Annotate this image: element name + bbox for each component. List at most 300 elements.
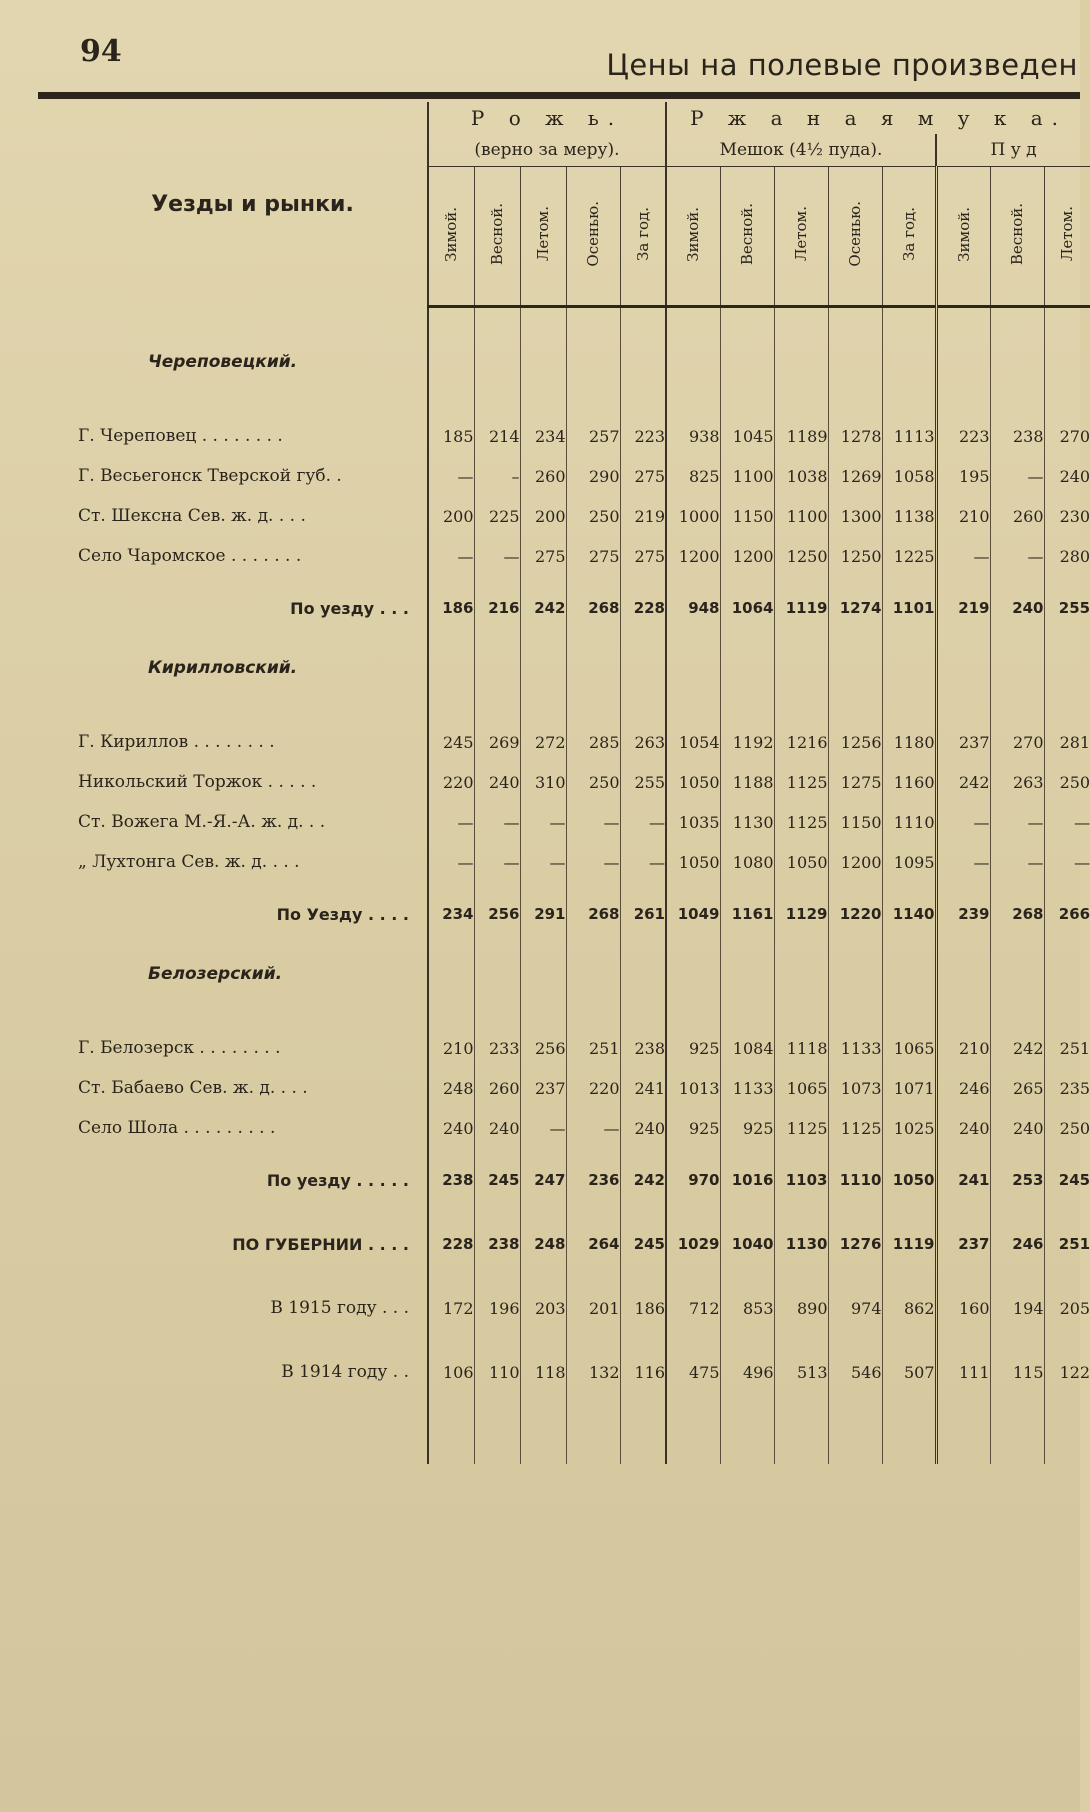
value-cell (882, 946, 936, 1002)
value-cell: 1040 (720, 1212, 774, 1276)
value-cell: 255 (1044, 576, 1090, 640)
value-cell (520, 640, 566, 696)
row-label: По уезду . . . . . (78, 1148, 428, 1212)
value-cell: 248 (428, 1068, 474, 1108)
year-comparison-row (78, 1340, 1090, 1404)
value-cell (428, 946, 474, 1002)
value-cell: — (936, 842, 990, 882)
value-cell: 1073 (828, 1068, 882, 1108)
value-cell (990, 1404, 1044, 1464)
rye-unit-header: (верно за меру). (428, 134, 666, 167)
value-cell: 1118 (774, 1028, 828, 1068)
value-cell: 186 (428, 576, 474, 640)
value-cell: 1080 (720, 842, 774, 882)
section-title-row (78, 334, 1090, 390)
value-cell: 1276 (828, 1212, 882, 1276)
district-total-row (78, 882, 1090, 946)
value-cell: 275 (620, 456, 666, 496)
value-cell: 268 (566, 576, 620, 640)
value-cell: — (990, 536, 1044, 576)
value-cell: 1050 (666, 762, 720, 802)
row-label: Г. Весьегонск Тверской губ. . (78, 456, 428, 496)
value-cell: 1071 (882, 1068, 936, 1108)
value-cell (828, 640, 882, 696)
value-cell (1044, 1404, 1090, 1464)
row-label: Село Шола . . . . . . . . . (78, 1108, 428, 1148)
table-row (78, 536, 1090, 576)
value-cell: 228 (620, 576, 666, 640)
value-cell: 263 (620, 722, 666, 762)
value-cell: 238 (990, 416, 1044, 456)
value-cell (990, 696, 1044, 722)
running-head: Цены на полевые произведен (606, 48, 1078, 82)
column-header: За год. (620, 167, 666, 307)
value-cell (936, 1002, 990, 1028)
value-cell: 1110 (828, 1148, 882, 1212)
spacer-row (78, 307, 1090, 335)
value-cell: 281 (1044, 722, 1090, 762)
value-cell: 275 (520, 536, 566, 576)
value-cell (566, 334, 620, 390)
value-cell: 242 (936, 762, 990, 802)
value-cell: 1278 (828, 416, 882, 456)
value-cell: 245 (620, 1212, 666, 1276)
value-cell: — (936, 536, 990, 576)
value-cell (990, 307, 1044, 335)
value-cell (828, 390, 882, 416)
value-cell (666, 946, 720, 1002)
value-cell: 270 (990, 722, 1044, 762)
value-cell: 1129 (774, 882, 828, 946)
value-cell: — (1044, 802, 1090, 842)
value-cell: — (474, 802, 520, 842)
value-cell: 1130 (720, 802, 774, 842)
value-cell (520, 946, 566, 1002)
value-cell: 185 (428, 416, 474, 456)
row-label: „ Лухтонга Сев. ж. д. . . . (78, 842, 428, 882)
value-cell (882, 334, 936, 390)
value-cell: 194 (990, 1276, 1044, 1340)
value-cell: 1013 (666, 1068, 720, 1108)
value-cell: 235 (1044, 1068, 1090, 1108)
value-cell: 1250 (774, 536, 828, 576)
value-cell: 260 (474, 1068, 520, 1108)
value-cell: 242 (620, 1148, 666, 1212)
row-label: Череповецкий. (78, 334, 428, 390)
value-cell (774, 1002, 828, 1028)
value-cell (936, 946, 990, 1002)
value-cell: 260 (990, 496, 1044, 536)
value-cell: 825 (666, 456, 720, 496)
table-row (78, 456, 1090, 496)
value-cell (774, 1404, 828, 1464)
value-cell: — (428, 536, 474, 576)
value-cell: 253 (990, 1148, 1044, 1212)
value-cell: 1220 (828, 882, 882, 946)
value-cell: 1192 (720, 722, 774, 762)
value-cell: 219 (620, 496, 666, 536)
table-end-row (78, 1404, 1090, 1464)
value-cell (936, 390, 990, 416)
value-cell (882, 307, 936, 335)
value-cell: 925 (720, 1108, 774, 1148)
value-cell (1044, 390, 1090, 416)
value-cell: 122 (1044, 1340, 1090, 1404)
value-cell: 1274 (828, 576, 882, 640)
value-cell: 938 (666, 416, 720, 456)
value-cell: 1016 (720, 1148, 774, 1212)
value-cell (666, 1002, 720, 1028)
value-cell: 1054 (666, 722, 720, 762)
value-cell: 223 (620, 416, 666, 456)
value-cell (520, 696, 566, 722)
column-header: Зимой. (936, 167, 990, 307)
row-label: Ст. Вожега М.-Я.-А. ж. д. . . (78, 802, 428, 842)
table-row (78, 416, 1090, 456)
value-cell: 1050 (666, 842, 720, 882)
value-cell: 1140 (882, 882, 936, 946)
value-cell (720, 1002, 774, 1028)
value-cell: 853 (720, 1276, 774, 1340)
row-label: ПО ГУБЕРНИИ . . . . (78, 1212, 428, 1276)
row-label: По Уезду . . . . (78, 882, 428, 946)
value-cell: 236 (566, 1148, 620, 1212)
value-cell: 265 (990, 1068, 1044, 1108)
value-cell: 240 (428, 1108, 474, 1148)
value-cell (720, 1404, 774, 1464)
value-cell: 1133 (828, 1028, 882, 1068)
value-cell: — (620, 842, 666, 882)
value-cell: 261 (620, 882, 666, 946)
value-cell: 242 (990, 1028, 1044, 1068)
value-cell (620, 334, 666, 390)
value-cell: 970 (666, 1148, 720, 1212)
value-cell: 1160 (882, 762, 936, 802)
value-cell: 1180 (882, 722, 936, 762)
value-cell (474, 307, 520, 335)
value-cell: 1161 (720, 882, 774, 946)
value-cell: 172 (428, 1276, 474, 1340)
value-cell: 216 (474, 576, 520, 640)
value-cell: 1084 (720, 1028, 774, 1068)
table-row (78, 1028, 1090, 1068)
value-cell: 1200 (720, 536, 774, 576)
value-cell: 275 (620, 536, 666, 576)
value-cell: — (990, 842, 1044, 882)
value-cell (620, 696, 666, 722)
value-cell: 1216 (774, 722, 828, 762)
row-label (78, 696, 428, 722)
value-cell: 230 (1044, 496, 1090, 536)
value-cell (720, 334, 774, 390)
value-cell: 196 (474, 1276, 520, 1340)
value-cell (620, 307, 666, 335)
value-cell: 1103 (774, 1148, 828, 1212)
value-cell: 248 (520, 1212, 566, 1276)
value-cell (1044, 307, 1090, 335)
value-cell: 546 (828, 1340, 882, 1404)
value-cell (520, 1002, 566, 1028)
value-cell: 862 (882, 1276, 936, 1340)
value-cell (566, 696, 620, 722)
value-cell: 291 (520, 882, 566, 946)
value-cell (666, 640, 720, 696)
value-cell: 203 (520, 1276, 566, 1340)
value-cell: — (566, 842, 620, 882)
value-cell: 257 (566, 416, 620, 456)
value-cell: 266 (1044, 882, 1090, 946)
value-cell: 310 (520, 762, 566, 802)
value-cell (1044, 1002, 1090, 1028)
value-cell: — (520, 802, 566, 842)
value-cell: 250 (1044, 762, 1090, 802)
value-cell (428, 1002, 474, 1028)
value-cell (666, 307, 720, 335)
value-cell: 1200 (666, 536, 720, 576)
value-cell (566, 1404, 620, 1464)
column-header: Весной. (474, 167, 520, 307)
value-cell: 1065 (882, 1028, 936, 1068)
value-cell: 233 (474, 1028, 520, 1068)
value-cell: 240 (620, 1108, 666, 1148)
value-cell (666, 696, 720, 722)
table-row (78, 722, 1090, 762)
value-cell: 1188 (720, 762, 774, 802)
value-cell: 256 (520, 1028, 566, 1068)
value-cell: 240 (1044, 456, 1090, 496)
table-row (78, 1108, 1090, 1148)
value-cell (620, 1002, 666, 1028)
value-cell: — (620, 802, 666, 842)
value-cell (566, 946, 620, 1002)
value-cell: — (428, 842, 474, 882)
section-title-row (78, 946, 1090, 1002)
value-cell: 1119 (774, 576, 828, 640)
value-cell: — (1044, 842, 1090, 882)
year-comparison-row (78, 1276, 1090, 1340)
value-cell: 1225 (882, 536, 936, 576)
value-cell: 264 (566, 1212, 620, 1276)
value-cell (474, 640, 520, 696)
value-cell (620, 640, 666, 696)
value-cell: 245 (428, 722, 474, 762)
value-cell: 1130 (774, 1212, 828, 1276)
value-cell: 925 (666, 1108, 720, 1148)
value-cell (936, 334, 990, 390)
value-cell (828, 1002, 882, 1028)
value-cell: 1125 (774, 762, 828, 802)
value-cell: 1119 (882, 1212, 936, 1276)
row-label: Село Чаромское . . . . . . . (78, 536, 428, 576)
value-cell: 234 (520, 416, 566, 456)
value-cell (990, 334, 1044, 390)
row-label: Г. Череповец . . . . . . . . (78, 416, 428, 456)
sack-unit-header: Мешок (4½ пуда). (666, 134, 936, 167)
value-cell: 200 (428, 496, 474, 536)
value-cell: 275 (566, 536, 620, 576)
value-cell: 238 (428, 1148, 474, 1212)
row-label: Белозерский. (78, 946, 428, 1002)
value-cell (428, 696, 474, 722)
row-label: Ст. Бабаево Сев. ж. д. . . . (78, 1068, 428, 1108)
value-cell: 240 (474, 1108, 520, 1148)
table-row (78, 1068, 1090, 1108)
value-cell (882, 1404, 936, 1464)
value-cell: 1200 (828, 842, 882, 882)
value-cell (990, 1002, 1044, 1028)
value-cell: 234 (428, 882, 474, 946)
value-cell: 238 (620, 1028, 666, 1068)
value-cell: 1050 (774, 842, 828, 882)
value-cell (520, 307, 566, 335)
value-cell: — (428, 802, 474, 842)
value-cell (828, 334, 882, 390)
value-cell: 220 (428, 762, 474, 802)
value-cell: 1269 (828, 456, 882, 496)
row-label: Ст. Шексна Сев. ж. д. . . . (78, 496, 428, 536)
value-cell: 245 (474, 1148, 520, 1212)
value-cell: — (474, 536, 520, 576)
value-cell: 1058 (882, 456, 936, 496)
value-cell: 1095 (882, 842, 936, 882)
value-cell: 251 (1044, 1212, 1090, 1276)
value-cell (474, 696, 520, 722)
value-cell: 116 (620, 1340, 666, 1404)
value-cell: 268 (566, 882, 620, 946)
value-cell: 132 (566, 1340, 620, 1404)
value-cell: 240 (474, 762, 520, 802)
value-cell (882, 390, 936, 416)
value-cell: — (990, 456, 1044, 496)
value-cell: 240 (936, 1108, 990, 1148)
value-cell: 245 (1044, 1148, 1090, 1212)
value-cell: 1150 (828, 802, 882, 842)
value-cell (828, 946, 882, 1002)
section-title-row (78, 640, 1090, 696)
value-cell: 475 (666, 1340, 720, 1404)
value-cell: 269 (474, 722, 520, 762)
value-cell: 210 (936, 1028, 990, 1068)
value-cell: 890 (774, 1276, 828, 1340)
table-header (78, 102, 1090, 307)
value-cell: 223 (936, 416, 990, 456)
value-cell: 1150 (720, 496, 774, 536)
value-cell: 1256 (828, 722, 882, 762)
value-cell (428, 1404, 474, 1464)
value-cell: 260 (520, 456, 566, 496)
value-cell: 1125 (774, 1108, 828, 1148)
value-cell: 118 (520, 1340, 566, 1404)
value-cell: 1133 (720, 1068, 774, 1108)
value-cell: 242 (520, 576, 566, 640)
value-cell: 241 (936, 1148, 990, 1212)
value-cell: 1065 (774, 1068, 828, 1108)
district-total-row (78, 576, 1090, 640)
pood-unit-header: П у д (936, 134, 1090, 167)
value-cell (936, 1404, 990, 1464)
row-label: Г. Белозерск . . . . . . . . (78, 1028, 428, 1068)
value-cell: 237 (936, 1212, 990, 1276)
value-cell: — (566, 802, 620, 842)
value-cell: 1113 (882, 416, 936, 456)
value-cell: 250 (566, 496, 620, 536)
value-cell: 1064 (720, 576, 774, 640)
row-label-header: Уезды и рынки. (78, 102, 428, 307)
value-cell (774, 334, 828, 390)
value-cell: 1050 (882, 1148, 936, 1212)
value-cell: 250 (566, 762, 620, 802)
value-cell: 1125 (774, 802, 828, 842)
value-cell (1044, 334, 1090, 390)
column-header: Осенью. (828, 167, 882, 307)
value-cell (774, 946, 828, 1002)
value-cell (774, 307, 828, 335)
value-cell (566, 390, 620, 416)
value-cell: 247 (520, 1148, 566, 1212)
value-cell: 285 (566, 722, 620, 762)
column-header: Зимой. (428, 167, 474, 307)
value-cell (1044, 696, 1090, 722)
value-cell: 255 (620, 762, 666, 802)
value-cell (474, 1002, 520, 1028)
value-cell (990, 390, 1044, 416)
value-cell (774, 640, 828, 696)
value-cell (428, 390, 474, 416)
spacer-row (78, 1002, 1090, 1028)
spacer-row (78, 696, 1090, 722)
value-cell (474, 334, 520, 390)
column-header: Летом. (774, 167, 828, 307)
value-cell: 1138 (882, 496, 936, 536)
value-cell: 210 (428, 1028, 474, 1068)
value-cell: 513 (774, 1340, 828, 1404)
value-cell: 1275 (828, 762, 882, 802)
value-cell: 237 (520, 1068, 566, 1108)
value-cell (936, 696, 990, 722)
value-cell: 948 (666, 576, 720, 640)
value-cell: 925 (666, 1028, 720, 1068)
value-cell: 1029 (666, 1212, 720, 1276)
value-cell (666, 334, 720, 390)
row-label: Никольский Торжок . . . . . (78, 762, 428, 802)
column-header: Зимой. (666, 167, 720, 307)
value-cell: 1101 (882, 576, 936, 640)
value-cell: 251 (1044, 1028, 1090, 1068)
column-header: Осенью. (566, 167, 620, 307)
value-cell (936, 307, 990, 335)
value-cell (882, 696, 936, 722)
value-cell (828, 307, 882, 335)
value-cell: 160 (936, 1276, 990, 1340)
value-cell (882, 640, 936, 696)
row-label: Кирилловский. (78, 640, 428, 696)
value-cell: 240 (990, 576, 1044, 640)
value-cell: — (566, 1108, 620, 1148)
value-cell: — (990, 802, 1044, 842)
value-cell: 214 (474, 416, 520, 456)
value-cell (882, 1002, 936, 1028)
column-header: Весной. (720, 167, 774, 307)
value-cell: 225 (474, 496, 520, 536)
value-cell: 111 (936, 1340, 990, 1404)
value-cell: 250 (1044, 1108, 1090, 1148)
value-cell (828, 696, 882, 722)
province-total-row (78, 1212, 1090, 1276)
value-cell (720, 946, 774, 1002)
value-cell: 1110 (882, 802, 936, 842)
table-row (78, 842, 1090, 882)
value-cell: 110 (474, 1340, 520, 1404)
